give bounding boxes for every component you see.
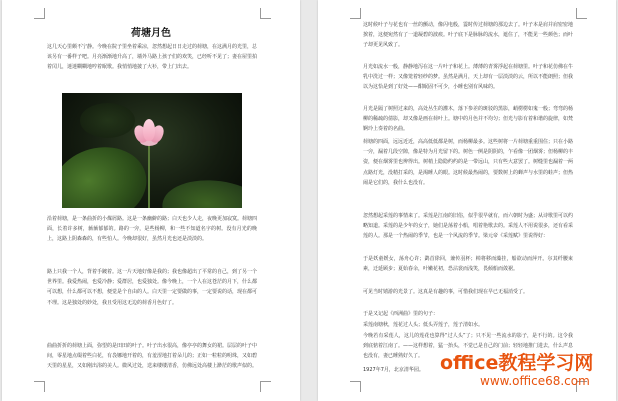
- photo-stem: [148, 143, 150, 208]
- paragraph: 采莲南塘秋，莲花过人头；低头弄莲子，莲子清如水。: [363, 322, 484, 328]
- watermark-title: office教程学习网: [440, 352, 594, 374]
- crop-mark-top-left: [350, 8, 361, 19]
- lotus-flower-photo: [62, 93, 242, 208]
- paragraph: 月光是隔了树照过来的，高处丛生的灌木，落下参差的斑驳的黑影，峭楞楞如鬼一般；弯弯的杨柳的稀疏的倩影，却又像是画在荷叶上。塘中的月色并不均匀；但光与影有着和谐的旋律，如梵婀玲上奏着的名曲。: [363, 106, 573, 133]
- crop-mark-top-right: [576, 8, 587, 19]
- paragraph: 月光如流水一般，静静地泻在这一片叶子和花上。薄薄的青雾浮起在荷塘里。叶子和花仿佛在牛乳中洗过一样；又像笼着轻纱的梦。虽然是满月，天上却有一层淡淡的云，所以不能朗照；但我以为这恰是到了好处——酣眠固不可少，小睡也别有风味的。: [363, 64, 573, 91]
- paragraph: 忽然想起采莲的事情来了。采莲是江南的旧俗，似乎很早就有，而六朝时为盛；从诗歌里可以约略知道。采莲的是少年的女子，她们是荡着小船，唱着艳歌去的。采莲人不用说很多，还有看采莲的人。那是一个热闹的季节，也是一个风流的季节。梁元帝《采莲赋》里说得好：: [363, 213, 573, 240]
- paragraph: 1927年7月，北京清华园。: [363, 367, 424, 373]
- site-watermark: [440, 352, 593, 388]
- crop-mark-top-right: [260, 8, 271, 19]
- paragraph: 曲曲折折的荷塘上面，弥望的是田田的叶子。叶子出水很高，像亭亭的舞女的裙。层层的叶子中间，零星地点缀着些白花，有袅娜地开着的，有羞涩地打着朵儿的；正如一粒粒的明珠，又如碧天里的星星，又如刚出浴的美人。微风过处，送来缕缕清香，仿佛远处高楼上渺茫的歌声似的。: [47, 343, 257, 370]
- paragraph: 于是妖童媛女，荡舟心许；鹢首徐回，兼传羽杯；棹将移而藻挂，船欲动而萍开。尔其纤腰束素，迁延顾步；夏始春余，叶嫩花初，恐沾裳而浅笑，畏倾船而敛裾。: [363, 256, 573, 273]
- paragraph: 可见当时嬉游的光景了。这真是有趣的事，可惜我们现在早已无福消受了。: [363, 289, 529, 295]
- watermark-url: www.office68.com: [480, 374, 590, 388]
- lotus-blossom: [135, 119, 163, 149]
- document-page-left: [2, 0, 300, 401]
- crop-mark-top-left: [34, 8, 45, 19]
- crop-mark-bottom-left: [34, 381, 45, 392]
- paragraph: 今晚若有采莲人，这儿的莲花也算得“过人头”了；只不见一些流水的影子，是不行的。这令我到底惦着江南了。——这样想着，猛一抬头，不觉已是自己的门前；轻轻地推门进去，什么声息也没有，妻已睡熟好久了。: [363, 333, 573, 360]
- crop-mark-bottom-right: [260, 381, 271, 392]
- photo-leaf: [80, 103, 135, 138]
- crop-mark-bottom-left: [350, 381, 361, 392]
- paragraph: 这时候叶子与花也有一丝的颤动，像闪电般，霎时传过荷塘的那边去了。叶子本是肩并肩密密地挨着，这便宛然有了一道凝碧的波痕。叶子底下是脉脉的流水，遮住了，不能见一些颜色；而叶子却更见风致了。: [363, 22, 573, 49]
- photo-leaf: [158, 174, 242, 208]
- document-title: 荷塘月色: [131, 28, 171, 39]
- paragraph: 沿着荷塘，是一条曲折的小煤屑路。这是一条幽僻的路；白天也少人走，夜晚更加寂寞。荷塘四面，长着许多树，蓊蓊郁郁的。路的一旁，是些杨柳，和一些不知道名字的树。没有月光的晚上，这路上阴森森的，有些怕人。今晚却很好，虽然月光也还是淡淡的。: [47, 216, 257, 243]
- paragraph: 于是又记起《西洲曲》里的句子：: [363, 311, 439, 317]
- paragraph: 荷塘的四面，远远近近，高高低低都是树，而杨柳最多。这些树将一片荷塘重重围住；只在小路一旁，漏着几段空隙，像是特为月光留下的。树色一例是阴阴的，乍看像一团烟雾；但杨柳的丰姿，便在烟雾里也辨得出。树梢上隐隐约约的是一带远山，只有些大意罢了。树缝里也漏着一两点路灯光，没精打采的，是渴睡人的眼。这时候最热闹的，要数树上的蝉声与水里的蛙声；但热闹是它们的，我什么也没有。: [363, 139, 573, 186]
- document-page-right: [318, 0, 616, 401]
- paragraph: 路上只我一个人，背着手踱着。这一片天地好像是我的；我也像超出了平常的自己，到了另一个世界里。我爱热闹，也爱冷静；爱群居，也爱独处。像今晚上，一个人在这苍茫的月下，什么都可以想，什么都可以不想，便觉是个自由的人。白天里一定要做的事，一定要说的话，现在都可不理。这是独处的妙处，我且受用这无边的荷香月色好了。: [47, 269, 257, 306]
- paragraph: 这几天心里颇不宁静。今晚在院子里坐着乘凉，忽然想起日日走过的荷塘，在这满月的光里，总该另有一番样子吧。月亮渐渐地升高了，墙外马路上孩子们的欢笑，已经听不见了；妻在屋里拍着闰儿，迷迷糊糊地哼着眠歌。我悄悄地披了大衫，带上门出去。: [47, 44, 257, 71]
